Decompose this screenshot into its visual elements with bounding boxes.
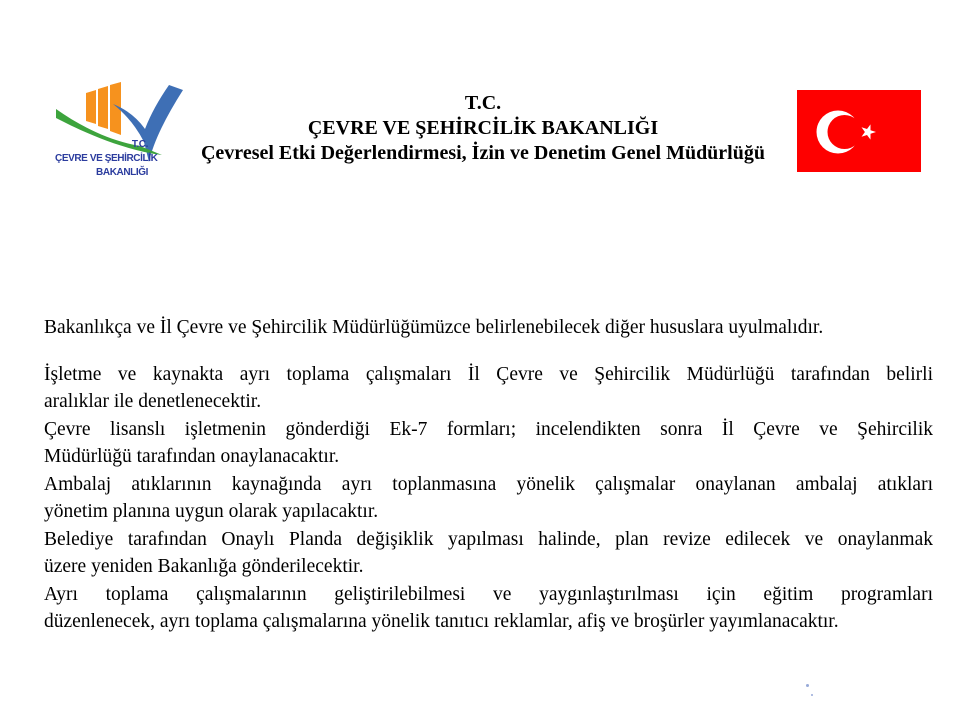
paragraph-line: aralıklar ile denetlenecektir. [44, 391, 262, 412]
paragraph [44, 314, 933, 341]
logo-caption-line3: BAKANLIĞI [96, 167, 148, 178]
document-header [150, 91, 816, 166]
paragraph-line: Ayrı toplama çalışmalarının geliştirilebilmesi ve yaygınlaştırılması için eğitim programları [44, 584, 933, 605]
paragraph-line: Belediye tarafından Onaylı Planda değişiklik yapılması halinde, plan revize edilecek ve onaylanmak [44, 529, 933, 550]
paragraph [44, 526, 933, 580]
logo-caption-line2: ÇEVRE VE ŞEHİRCİLİK [55, 153, 158, 164]
paragraph [44, 361, 933, 415]
paragraph-line: Müdürlüğü tarafından onaylanacaktır. [44, 446, 340, 467]
ministry-logo-caption [55, 138, 158, 180]
paragraph-line: yönetim planına uygun olarak yapılacaktır. [44, 501, 379, 522]
paragraph-line: Ambalaj atıklarının kaynağında ayrı toplanmasına yönelik çalışmalar onaylanan ambalaj atıkları [44, 474, 933, 495]
turkish-flag-icon [797, 90, 921, 172]
paragraph [44, 581, 933, 635]
paragraph-line: Bakanlıkça ve İl Çevre ve Şehircilik Müdürlüğümüzce belirlenebilecek diğer hususlara uyulmalıdır. [44, 317, 824, 338]
header-line-ministry: ÇEVRE VE ŞEHİRCİLİK BAKANLIĞI [307, 117, 659, 139]
artifact-speck [811, 694, 813, 696]
paragraph [44, 471, 933, 525]
paragraph-line: İşletme ve kaynakta ayrı toplama çalışmaları İl Çevre ve Şehircilik Müdürlüğü tarafından belirli [44, 364, 933, 385]
logo-caption-line1: T.C. [131, 139, 148, 150]
artifact-speck [806, 684, 809, 687]
paragraph-line: düzenlenecek, ayrı toplama çalışmalarına yönelik tanıtıcı reklamlar, afiş ve broşürler yayımlanacaktır. [44, 611, 839, 632]
body-text [44, 314, 933, 636]
paragraph-line: Çevre lisanslı işletmenin gönderdiği Ek-7 formları; incelendikten sonra İl Çevre ve Şehircilik [44, 419, 933, 440]
header-line-tc: T.C. [464, 92, 502, 114]
header-line-directorate: Çevresel Etki Değerlendirmesi, İzin ve Denetim Genel Müdürlüğü [200, 142, 765, 164]
paragraph [44, 416, 933, 470]
paragraph-line: üzere yeniden Bakanlığa gönderilecektir. [44, 556, 364, 577]
